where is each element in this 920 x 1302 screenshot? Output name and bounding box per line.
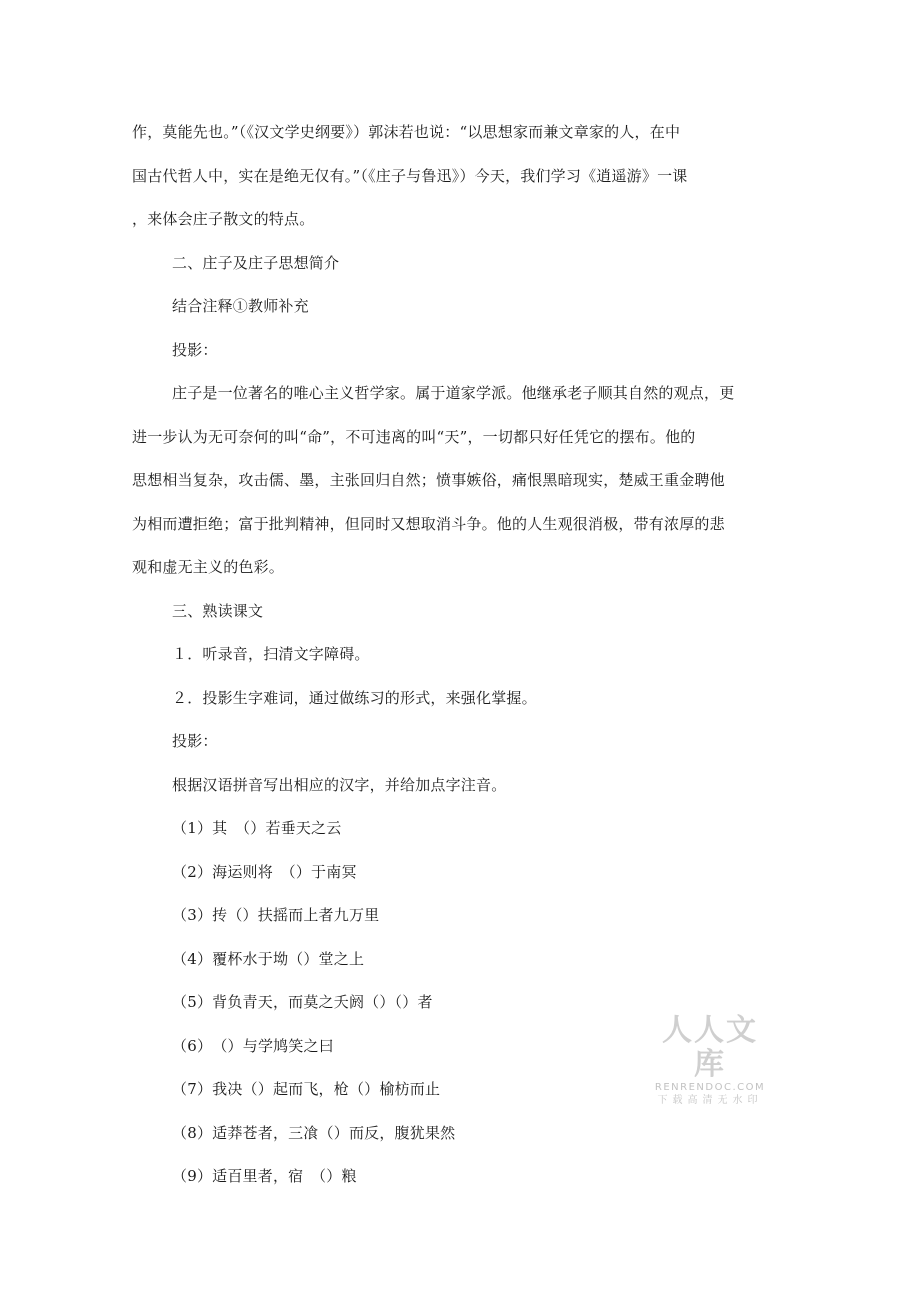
watermark-url: RENRENDOC.COM — [654, 1082, 766, 1093]
intro-line-1: 作，莫能先也。”（《汉文学史纲要》）郭沫若也说：“以思想家而兼文章家的人，在中 — [132, 123, 681, 141]
exercise-item: （8）适莽苍者，三飡（）而反，腹犹果然 — [172, 1124, 456, 1142]
exercise-instruction: 根据汉语拼音写出相应的汉字，并给加点字注音。 — [172, 776, 507, 794]
zhuangzi-para-line-5: 观和虚无主义的色彩。 — [132, 558, 285, 576]
projection-label: 投影： — [172, 341, 218, 359]
zhuangzi-para-line-2: 进一步认为无可奈何的叫“命”，不可违离的叫“天”，一切都只好任凭它的摆布。他的 — [132, 428, 696, 446]
intro-line-3: ，来体会庄子散文的特点。 — [132, 210, 315, 228]
watermark-logo-text: 人人文库 — [662, 1013, 758, 1082]
section-3-heading: 三、熟读课文 — [172, 602, 264, 620]
watermark-logo — [648, 1014, 772, 1108]
step-1: １．听录音，扫清文字障碍。 — [172, 645, 370, 663]
intro-line-2: 国古代哲人中，实在是绝无仅有。”（《庄子与鲁迅》）今天，我们学习《逍遥游》一课 — [132, 167, 688, 185]
projection-label: 投影： — [172, 732, 218, 750]
exercise-item: （3）抟（）扶摇而上者九万里 — [172, 906, 380, 924]
section-2-heading: 二、庄子及庄子思想简介 — [172, 254, 340, 272]
exercise-item: （1）其 （）若垂天之云 — [172, 819, 342, 837]
exercise-item: （4）覆杯水于坳（）堂之上 — [172, 950, 365, 968]
watermark-tagline: 下载高清无水印 — [657, 1095, 763, 1106]
step-2: ２．投影生字难词，通过做练习的形式，来强化掌握。 — [172, 689, 537, 707]
exercise-item: （5）背负青天，而莫之夭阏（）（）者 — [172, 993, 433, 1011]
exercise-item: （9）适百里者，宿 （）粮 — [172, 1167, 357, 1185]
exercise-item: （7）我决（）起而飞，枪（）榆枋而止 — [172, 1080, 441, 1098]
zhuangzi-para-line-3: 思想相当复杂，攻击儒、墨，主张回归自然；愤事嫉俗，痛恨黑暗现实，楚威王重金聘他 — [132, 471, 725, 489]
exercise-item: （6） （）与学鸠笑之曰 — [172, 1037, 334, 1055]
exercise-item: （2）海运则将 （）于南冥 — [172, 863, 357, 881]
zhuangzi-para-line-4: 为相而遭拒绝；富于批判精神，但同时又想取消斗争。他的人生观很消极，带有浓厚的悲 — [132, 515, 725, 533]
section-2-note: 结合注释①教师补充 — [172, 297, 309, 315]
zhuangzi-para-line-1: 庄子是一位著名的唯心主义哲学家。属于道家学派。他继承老子顺其自然的观点，更 — [172, 384, 735, 402]
